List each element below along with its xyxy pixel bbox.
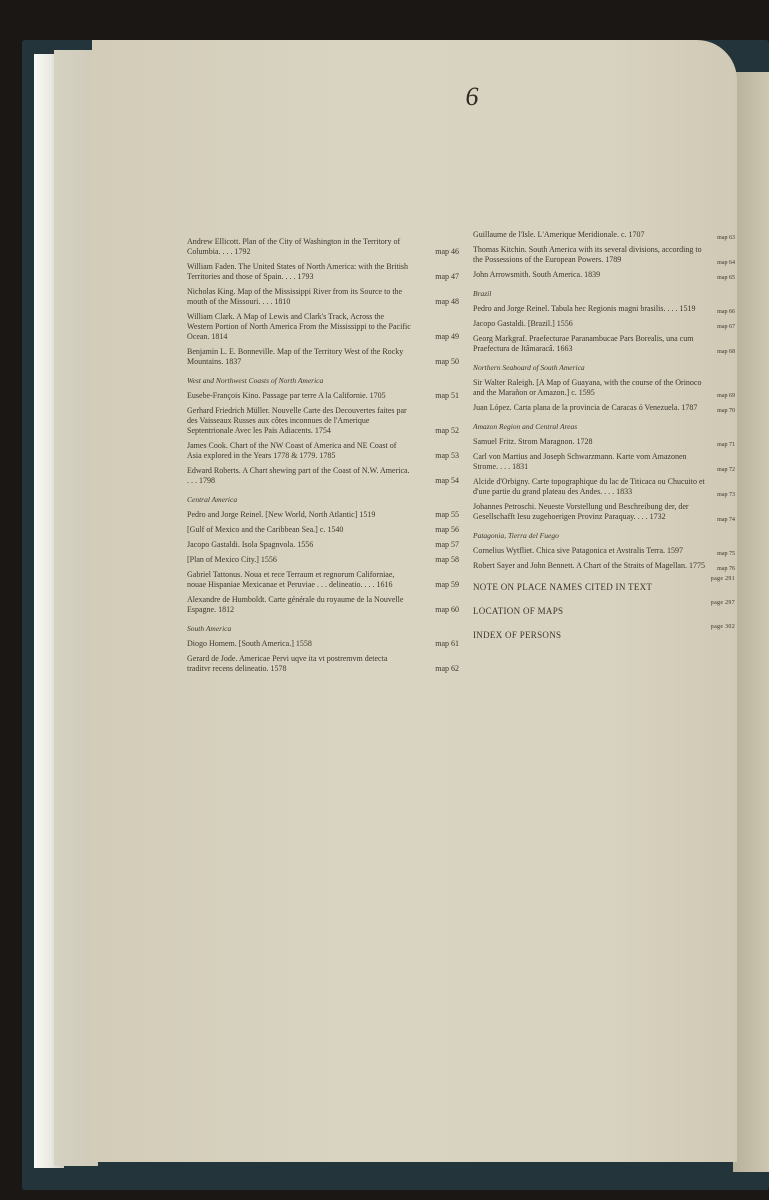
- entry-title: Sir Walter Raleigh. [A Map of Guayana, with the course of the Orinoco and the Marañon or Amazon.] c. 1595: [473, 378, 702, 397]
- entry-reference: map 54: [435, 476, 459, 485]
- entry-title: John Arrowsmith. South America. 1839: [473, 270, 601, 279]
- entry-title: James Cook. Chart of the NW Coast of America and NE Coast of Asia explored in the Years 1778 & 1779. 1785: [187, 441, 397, 460]
- entry-reference: map 46: [435, 247, 459, 256]
- entry-title: INDEX OF PERSONS: [473, 630, 562, 640]
- entry-reference: map 76: [717, 566, 735, 572]
- section-heading: Brazil: [473, 289, 492, 298]
- contents-entry: [187, 555, 459, 565]
- entry-title: Georg Markgraf. Praefecturae Paranambucae Pars Borealis, una cum Praefectura de Itâmaracâ. 1663: [473, 334, 694, 353]
- entry-title: Gerard de Jode. Americae Pervi uqve ita vt postremvm detecta traditvr recens delineatio. 1578: [187, 654, 388, 673]
- facing-page-edge: [733, 72, 769, 1172]
- entry-title: Johannes Petroschi. Neueste Vorstellung und Beschreibung der, der Gesellschafft Iesu zugehoerigen Provinz Paraquay. . . . 1732: [473, 502, 689, 521]
- contents-entry: [473, 270, 735, 280]
- contents-entry: [187, 540, 459, 550]
- entry-title: Gerhard Friedrich Müller. Nouvelle Carte des Decouvertes faites par des Vaisseaux Russes aux côtes inconnues de l'Amerique Septentrionale Avec les Pais Adiacents. 1754: [187, 406, 407, 435]
- entry-reference: map 52: [435, 426, 459, 435]
- contents-entry: [187, 441, 459, 461]
- entry-title: Eusebe-François Kino. Passage par terre A la Californie. 1705: [187, 391, 386, 400]
- entry-title: Benjamin L. E. Bonneville. Map of the Territory West of the Rocky Mountains. 1837: [187, 347, 404, 366]
- entry-title: Nicholas King. Map of the Mississippi River from its Source to the mouth of the Missouri. . . . 1810: [187, 287, 403, 306]
- entry-reference: page 302: [710, 624, 735, 630]
- entry-reference: map 47: [435, 272, 459, 281]
- entry-reference: map 49: [435, 332, 459, 341]
- entry-reference: map 64: [717, 260, 735, 266]
- contents-entry: [473, 437, 735, 447]
- contents-entry: [187, 466, 459, 486]
- entry-title: Andrew Ellicott. Plan of the City of Washington in the Territory of Columbia. . . . 1792: [187, 237, 401, 256]
- contents-entry: [187, 406, 459, 436]
- contents-entry: [187, 525, 459, 535]
- contents-entry: [473, 304, 735, 314]
- entry-reference: map 50: [435, 357, 459, 366]
- entry-reference: map 75: [717, 551, 735, 557]
- entry-title: Jacopo Gastaldi. Isola Spagnvola. 1556: [187, 540, 314, 549]
- entry-title: Diogo Homem. [South America.] 1558: [187, 639, 312, 648]
- entry-title: Alcide d'Orbigny. Carte topographique du lac de Titicaca ou Chucuito et d'une partie du grand plateau des Andes. . . . 1833: [473, 477, 705, 496]
- contents-entry: [187, 287, 459, 307]
- entry-title: LOCATION OF MAPS: [473, 606, 564, 616]
- entry-reference: map 53: [435, 451, 459, 460]
- contents-entry: [473, 378, 735, 398]
- contents-entry: [473, 546, 735, 556]
- contents-entry: [473, 319, 735, 329]
- entry-title: Robert Sayer and John Bennett. A Chart of the Straits of Magellan. 1775: [473, 561, 705, 570]
- entry-reference: page 297: [710, 600, 735, 606]
- contents-entry: [473, 502, 735, 522]
- entry-reference: map 61: [435, 639, 459, 648]
- entry-reference: map 48: [435, 297, 459, 306]
- entry-reference: map 70: [717, 408, 735, 414]
- page-number: 6: [465, 82, 479, 111]
- contents-entry: [473, 334, 735, 354]
- entry-title: Gabriel Tattonus. Noua et rece Terraum et regnorum Californiae, nouae Hispaniae Mexicanae et Peruviae . . . delineatio. . . . 1616: [187, 570, 395, 589]
- entry-title: Cornelius Wytfliet. Chica sive Patagonica et Avstralis Terra. 1597: [473, 546, 684, 555]
- entry-title: William Clark. A Map of Lewis and Clark's Track, Across the Western Portion of North America From the Mississippi to the Pacific Ocean. 1814: [187, 312, 411, 341]
- entry-reference: map 62: [435, 664, 459, 673]
- contents-left-column: [187, 237, 459, 679]
- entry-title: Edward Roberts. A Chart shewing part of the Coast of N.W. America. . . . 1798: [187, 466, 410, 485]
- entry-reference: map 60: [435, 605, 459, 614]
- contents-page: [92, 40, 737, 1162]
- contents-entry: [473, 477, 735, 497]
- contents-entry: [187, 570, 459, 590]
- entry-reference: page 291: [710, 576, 735, 582]
- entry-title: NOTE ON PLACE NAMES CITED IN TEXT: [473, 582, 653, 592]
- section-heading: South America: [187, 624, 232, 633]
- entry-reference: map 66: [717, 309, 735, 315]
- entry-title: Thomas Kitchin. South America with its several divisions, according to the Possessions of the European Powers. 1789: [473, 245, 702, 264]
- entry-reference: map 55: [435, 510, 459, 519]
- entry-reference: map 73: [717, 492, 735, 498]
- entry-reference: map 69: [717, 393, 735, 399]
- back-matter-entry: [473, 576, 735, 592]
- contents-entry: [187, 654, 459, 674]
- entry-reference: map 68: [717, 349, 735, 355]
- contents-entry: [187, 510, 459, 520]
- entry-title: Carl von Martius and Joseph Schwarzmann. Karte vom Amazonen Strome. . . . 1831: [473, 452, 687, 471]
- contents-entry: [187, 262, 459, 282]
- contents-entry: [187, 595, 459, 615]
- entry-title: [Gulf of Mexico and the Caribbean Sea.] c. 1540: [187, 525, 344, 534]
- entry-reference: map 71: [717, 442, 735, 448]
- contents-entry: [473, 245, 735, 265]
- entry-title: Jacopo Gastaldi. [Brazil.] 1556: [473, 319, 573, 328]
- section-heading: Patagonia, Tierra del Fuego: [473, 531, 559, 540]
- entry-reference: map 63: [717, 235, 735, 241]
- entry-reference: map 58: [435, 555, 459, 564]
- section-heading: Northern Seaboard of South America: [473, 363, 585, 372]
- entry-reference: map 59: [435, 580, 459, 589]
- back-matter-entry: [473, 624, 735, 640]
- contents-entry: [473, 230, 735, 240]
- contents-entry: [187, 312, 459, 342]
- entry-reference: map 51: [435, 391, 459, 400]
- section-heading: Central America: [187, 495, 238, 504]
- contents-entry: [187, 391, 459, 401]
- entry-title: William Faden. The United States of North America: with the British Territories and those of Spain. . . . 1793: [187, 262, 409, 281]
- entry-title: Pedro and Jorge Reinel. [New World, North Atlantic] 1519: [187, 510, 376, 519]
- entry-reference: map 56: [435, 525, 459, 534]
- section-heading: Amazon Region and Central Areas: [473, 422, 578, 431]
- contents-entry: [187, 639, 459, 649]
- entry-title: Alexandre de Humboldt. Carte générale du royaume de la Nouvelle Espagne. 1812: [187, 595, 404, 614]
- contents-entry: [473, 452, 735, 472]
- contents-entry: [473, 561, 735, 571]
- entry-title: [Plan of Mexico City.] 1556: [187, 555, 277, 564]
- back-matter-entry: [473, 600, 735, 616]
- contents-entry: [473, 403, 735, 413]
- entry-reference: map 74: [717, 517, 735, 523]
- entry-reference: map 67: [717, 324, 735, 330]
- section-heading: West and Northwest Coasts of North America: [187, 376, 324, 385]
- entry-title: Samuel Fritz. Strom Maragnon. 1728: [473, 437, 593, 446]
- contents-right-column: [473, 230, 735, 654]
- entry-reference: map 72: [717, 467, 735, 473]
- entry-title: Guillaume de l'Isle. L'Amerique Meridionale. c. 1707: [473, 230, 645, 239]
- entry-reference: map 65: [717, 275, 735, 281]
- contents-entry: [187, 347, 459, 367]
- entry-title: Juan López. Carta plana de la provincia de Caracas ó Venezuela. 1787: [473, 403, 698, 412]
- entry-reference: map 57: [435, 540, 459, 549]
- contents-entry: [187, 237, 459, 257]
- entry-title: Pedro and Jorge Reinel. Tabula hec Regionis magni brasilis. . . . 1519: [473, 304, 696, 313]
